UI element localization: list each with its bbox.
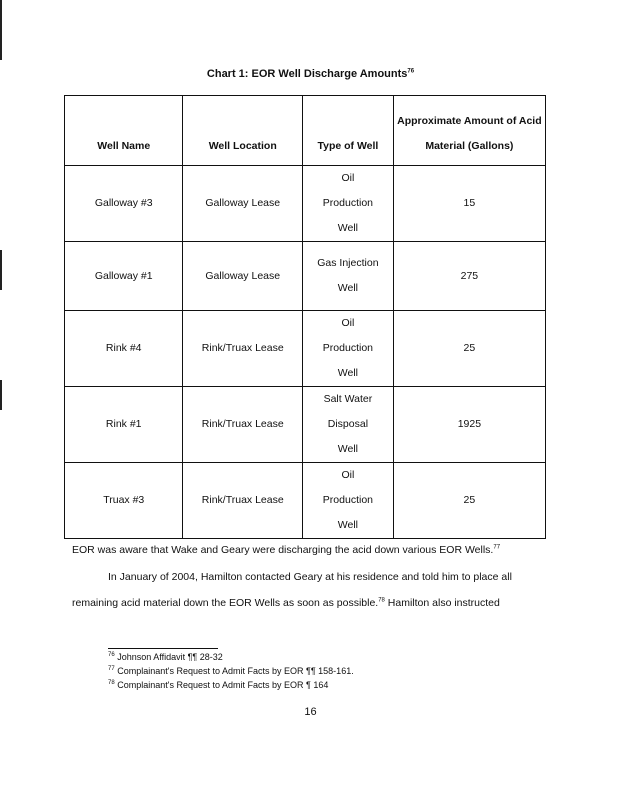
table-cell: Salt Water Disposal Well <box>303 387 394 463</box>
footnote: $^{76}$ Johnson Affidavit ¶¶ 28-32 <box>108 652 223 662</box>
page-number: 16 <box>304 706 317 718</box>
paragraph-line: remaining acid material down the EOR Wells as soon as possible.$^{78}$ Hamilton also instructed <box>72 597 500 609</box>
scan-edge <box>0 250 2 290</box>
footnote: $^{78}$ Complainant's Request to Admit Facts by EOR ¶ 164 <box>108 680 329 690</box>
table-row <box>65 242 546 311</box>
table-cell: Rink #1 <box>65 387 183 463</box>
table-cell: 1925 <box>393 387 545 463</box>
table-cell: Gas Injection Well <box>303 242 394 311</box>
table-row <box>65 387 546 463</box>
table-cell: Galloway #3 <box>65 166 183 242</box>
well-discharge-table <box>64 95 546 539</box>
chart-title: Chart 1: EOR Well Discharge Amounts$^{76}$ <box>206 68 415 80</box>
table-cell: Rink/Truax Lease <box>183 311 303 387</box>
column-header: Type of Well <box>303 96 394 166</box>
table-cell: 25 <box>393 311 545 387</box>
table-cell: 25 <box>393 463 545 539</box>
table-cell: Oil Production Well <box>303 463 394 539</box>
table-cell: Rink #4 <box>65 311 183 387</box>
table-cell: Truax #3 <box>65 463 183 539</box>
scan-edge <box>0 0 2 60</box>
table-cell: Oil Production Well <box>303 166 394 242</box>
table-row <box>65 311 546 387</box>
table-cell: 275 <box>393 242 545 311</box>
paragraph-line: In January of 2004, Hamilton contacted Geary at his residence and told him to place all <box>108 571 512 583</box>
table-cell: Galloway Lease <box>183 242 303 311</box>
column-header: Well Location <box>183 96 303 166</box>
scan-edge <box>0 380 2 410</box>
column-header: Approximate Amount of Acid Material (Gallons) <box>393 96 545 166</box>
table-cell: 15 <box>393 166 545 242</box>
footnote-divider <box>108 648 218 649</box>
table-cell: Rink/Truax Lease <box>183 463 303 539</box>
column-header: Well Name <box>65 96 183 166</box>
footnote: $^{77}$ Complainant's Request to Admit Facts by EOR ¶¶ 158-161. <box>108 666 354 676</box>
table-cell: Galloway #1 <box>65 242 183 311</box>
paragraph-line: EOR was aware that Wake and Geary were discharging the acid down various EOR Wells.$^{77}$ <box>72 544 501 556</box>
table-row <box>65 166 546 242</box>
table-cell: Oil Production Well <box>303 311 394 387</box>
table-row <box>65 463 546 539</box>
table-cell: Rink/Truax Lease <box>183 387 303 463</box>
table-cell: Galloway Lease <box>183 166 303 242</box>
